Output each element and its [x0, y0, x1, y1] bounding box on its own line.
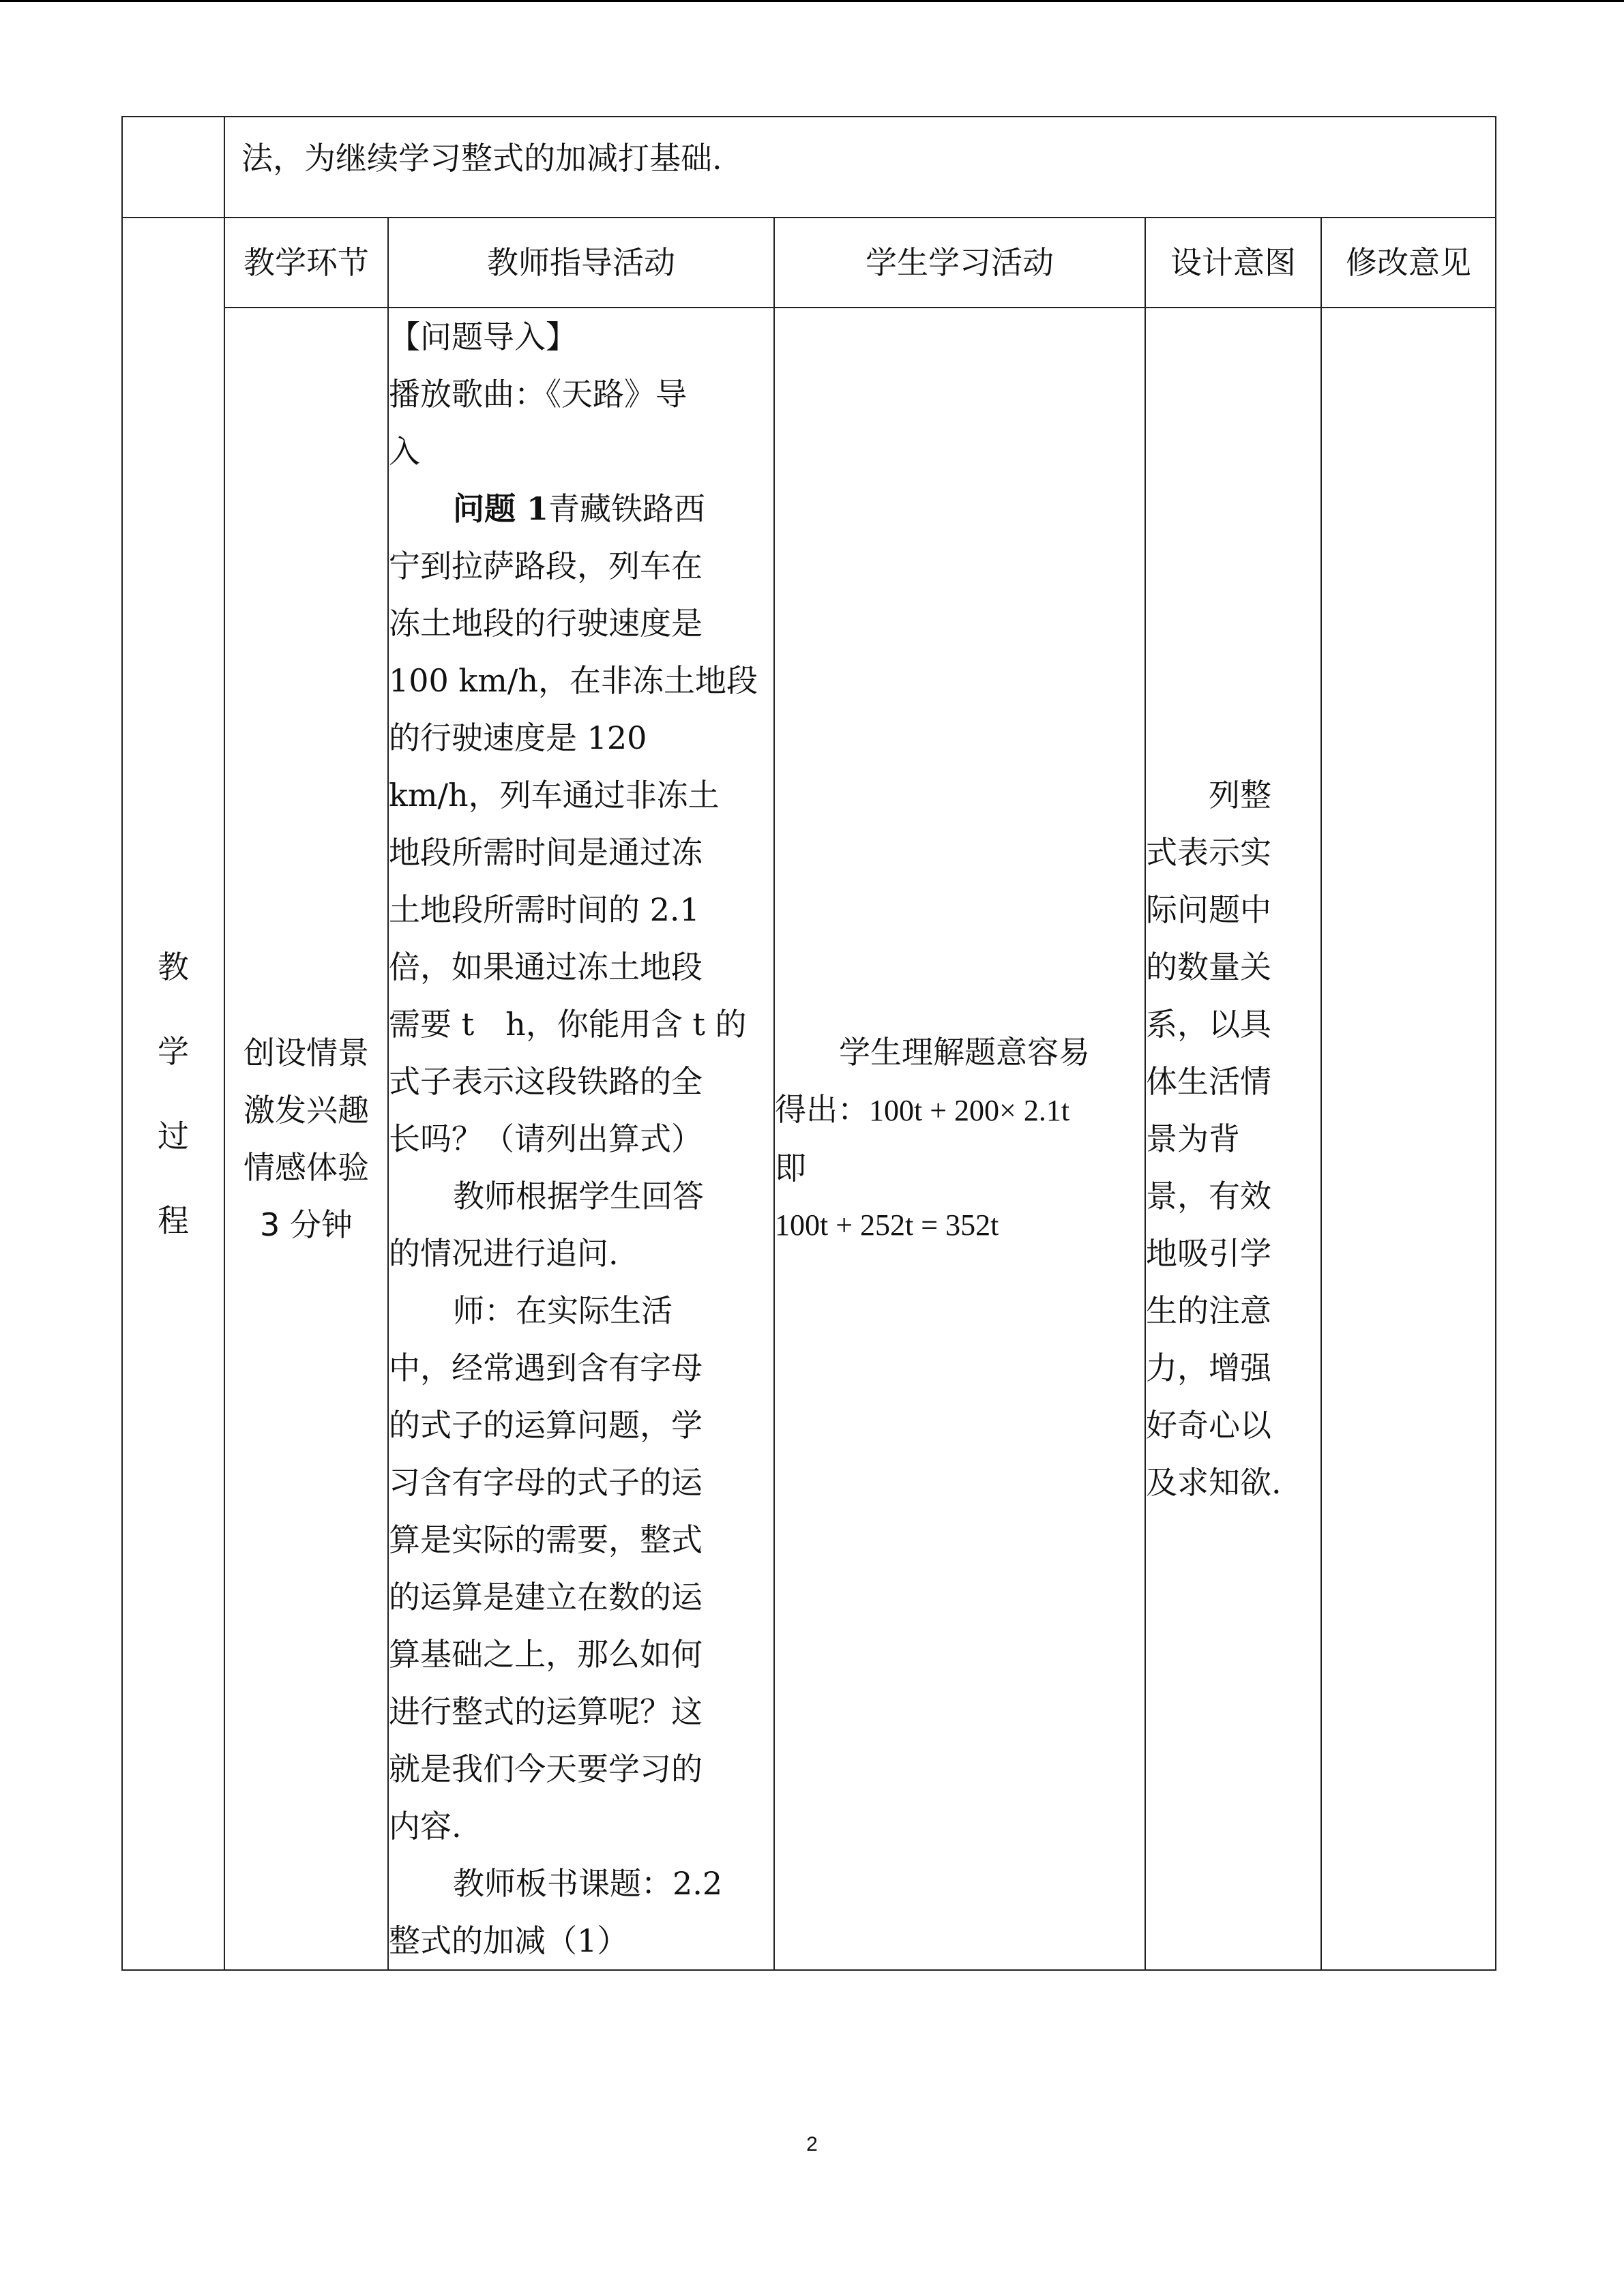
teacher-line [389, 1855, 773, 1912]
teacher-line-text: 的行驶速度是 120 [389, 719, 647, 756]
teacher-line [389, 595, 773, 652]
teacher-line-text: 入 [389, 433, 420, 470]
header-teacher: 教师指导活动 [388, 218, 774, 308]
teacher-line [389, 709, 773, 766]
teacher-line [389, 1454, 773, 1511]
teacher-line [389, 1110, 773, 1167]
stage-cell [224, 308, 388, 1970]
teacher-line [389, 938, 773, 996]
teacher-line-text: km/h，列车通过非冻土 [389, 777, 720, 814]
revision-cell [1321, 308, 1496, 1970]
teacher-line-text: 教师板书课题：2.2 [453, 1865, 723, 1902]
student-line: 即 [775, 1150, 806, 1187]
teacher-line [389, 1683, 773, 1740]
student-line-prefix: 得出： [775, 1091, 869, 1128]
teacher-line-text: 冻土地段的行驶速度是 [389, 605, 703, 642]
design-line: 际问题中 [1146, 891, 1271, 928]
teacher-line [389, 308, 773, 366]
teacher-line [389, 881, 773, 938]
design-line: 的数量关 [1146, 949, 1271, 985]
teacher-line [389, 366, 773, 423]
question-label: 问题 1 [453, 490, 549, 527]
page-number: 2 [806, 2133, 818, 2156]
header-student: 学生学习活动 [774, 218, 1145, 308]
section-label-cell [122, 218, 224, 1970]
design-line: 系，以具 [1146, 1006, 1271, 1043]
design-line: 体生活情 [1146, 1063, 1271, 1100]
teacher-line-text: 长吗？（请列出算式） [389, 1120, 703, 1157]
design-line: 景，有效 [1146, 1178, 1271, 1214]
teacher-line [389, 1912, 773, 1969]
teacher-line-text: 的运算是建立在数的运 [389, 1579, 703, 1615]
teacher-line [389, 537, 773, 595]
design-line: 式表示实 [1146, 834, 1271, 871]
teacher-line [389, 1397, 773, 1454]
teacher-line-text: 师：在实际生活 [453, 1292, 673, 1329]
intro-text-cell [224, 117, 1496, 218]
intro-text: 法，为继续学习整式的加减打基础. [241, 140, 722, 177]
teacher-line [389, 652, 773, 709]
teacher-activity-cell [388, 308, 774, 1970]
teacher-line [389, 996, 773, 1053]
teacher-line [389, 1225, 773, 1282]
teacher-line [389, 480, 773, 537]
teacher-line-text: 需要 t h，你能用含 t 的 [389, 1006, 747, 1043]
teacher-line [389, 1626, 773, 1683]
design-line: 及求知欲. [1146, 1464, 1282, 1501]
section-label-char: 学 [158, 1033, 189, 1070]
teacher-line [389, 1339, 773, 1397]
stage-line: 创设情景 [243, 1034, 369, 1071]
teacher-line-text: 式子表示这段铁路的全 [389, 1063, 703, 1100]
teacher-line-text: 地段所需时间是通过冻 [389, 834, 703, 871]
teacher-line-text: 进行整式的运算呢？这 [389, 1693, 703, 1730]
section-label-char: 教 [158, 949, 189, 985]
student-line [775, 1081, 1145, 1139]
teacher-line [389, 1511, 773, 1568]
teacher-line-text: 倍，如果通过冻土地段 [389, 949, 703, 985]
teacher-line-text: 播放歌曲：《天路》导 [389, 376, 687, 413]
teacher-line-text: 就是我们今天要学习的 [389, 1750, 703, 1787]
teacher-line [389, 1798, 773, 1855]
design-intent-text [1146, 766, 1320, 1511]
section-label-char: 程 [158, 1202, 189, 1239]
header-row [122, 218, 1496, 308]
lesson-plan-table [121, 116, 1496, 1971]
design-intent-cell [1145, 308, 1321, 1970]
intro-left-cell [122, 117, 224, 218]
teacher-line-text: 教师根据学生回答 [453, 1178, 704, 1214]
formula-total-length: 100t + 200× 2.1t [869, 1094, 1070, 1127]
student-line: 学生理解题意容易 [839, 1034, 1090, 1071]
teacher-line [389, 1282, 773, 1339]
teacher-line-text: 青藏铁路西 [548, 490, 706, 527]
section-label-char: 过 [158, 1118, 189, 1154]
header-design: 设计意图 [1145, 218, 1321, 308]
student-activity-cell [774, 308, 1145, 1970]
teacher-line [389, 1053, 773, 1110]
teacher-line-text: 宁到拉萨路段，列车在 [389, 548, 703, 584]
content-row [122, 308, 1496, 1970]
design-line: 力，增强 [1146, 1350, 1271, 1386]
teacher-line-text: 土地段所需时间的 2.1 [389, 891, 700, 928]
teacher-line [389, 824, 773, 881]
teacher-line-text: 整式的加减（1） [389, 1922, 629, 1959]
teacher-line-text: 【问题导入】 [389, 318, 577, 355]
page-top-border [0, 0, 1624, 2]
design-line: 生的注意 [1146, 1292, 1271, 1329]
teacher-line-text: 的式子的运算问题，学 [389, 1407, 703, 1444]
teacher-line-text: 中，经常遇到含有字母 [389, 1350, 703, 1386]
teacher-line-text: 算基础之上，那么如何 [389, 1636, 703, 1673]
formula-simplified: 100t + 252t = 352t [775, 1208, 999, 1242]
teacher-line-text: 内容. [389, 1808, 462, 1845]
teacher-line [389, 1740, 773, 1798]
teacher-line [389, 1568, 773, 1626]
teacher-activity-text [389, 308, 773, 1969]
teacher-line-text: 习含有字母的式子的运 [389, 1464, 703, 1501]
stage-line: 情感体验 [243, 1149, 369, 1186]
design-line: 好奇心以 [1146, 1407, 1271, 1444]
teacher-line-text: 算是实际的需要，整式 [389, 1521, 703, 1558]
teacher-line [389, 766, 773, 824]
design-line: 列整 [1146, 777, 1271, 814]
stage-line: 激发兴趣 [243, 1092, 369, 1129]
design-line: 地吸引学 [1146, 1235, 1271, 1272]
stage-line: 3 分钟 [260, 1206, 353, 1243]
teacher-line-text: 的情况进行追问. [389, 1235, 619, 1272]
teacher-line [389, 1167, 773, 1225]
teacher-line [389, 423, 773, 480]
teacher-line-text: 100 km/h，在非冻土地段 [389, 662, 758, 699]
header-stage: 教学环节 [224, 218, 388, 308]
intro-row [122, 117, 1496, 218]
header-revision: 修改意见 [1321, 218, 1496, 308]
design-line: 景为背 [1146, 1120, 1240, 1157]
